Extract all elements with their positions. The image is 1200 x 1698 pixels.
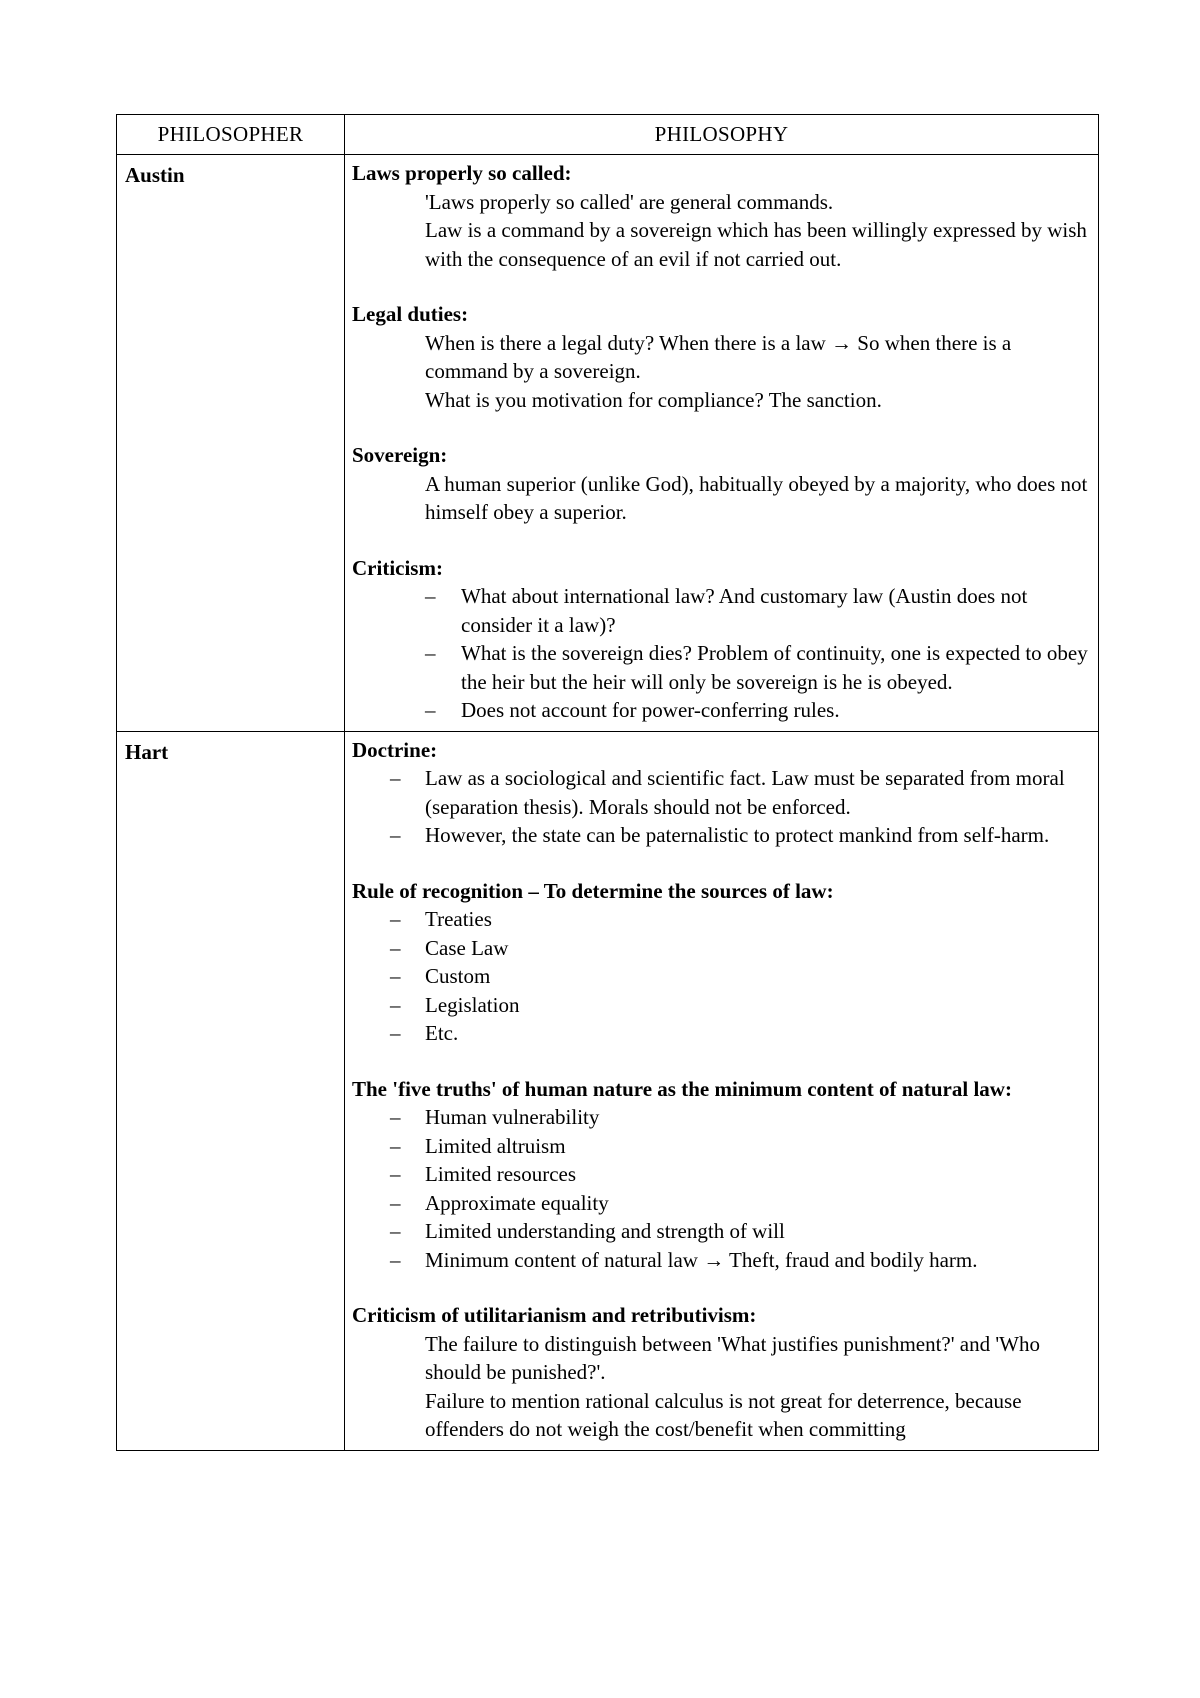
list-item: – Custom — [390, 964, 491, 988]
list-item: – Law as a sociological and scientific fact. Law must be separated from moral (separation thesis). Morals should not be enforced. — [390, 766, 1065, 819]
list-item: – Etc. — [390, 1021, 459, 1045]
section-title-legal-duties: Legal duties: — [352, 302, 469, 326]
header-philosophy: PHILOSOPHY — [345, 115, 1099, 155]
list-item: – Legislation — [390, 992, 520, 1017]
list-item: – Human vulnerability — [390, 1105, 600, 1129]
five-truths-list — [352, 1103, 1093, 1274]
section-title-criticism-utilitarianism: Criticism of utilitarianism and retributivism: — [352, 1303, 757, 1327]
section-title-criticism: Criticism: — [352, 555, 443, 580]
section-title-sovereign: Sovereign: — [352, 443, 448, 467]
paragraph: Law is a command by a sovereign which has been willingly expressed by wish with the consequence of an evil if not carried out. — [425, 218, 1087, 271]
header-philosopher: PHILOSOPHER — [117, 115, 345, 155]
section-title-five-truths: The 'five truths' of human nature as the minimum content of natural law: — [352, 1076, 1012, 1101]
paragraph: What is you motivation for compliance? The sanction. — [425, 387, 882, 412]
document-page — [116, 114, 1096, 1451]
paragraph: 'Laws properly so called' are general commands. — [425, 189, 834, 214]
section-title-rule-of-recognition: Rule of recognition – To determine the sources of law: — [352, 878, 834, 903]
list-item: – Approximate equality — [390, 1190, 609, 1215]
section-title-doctrine: Doctrine: — [352, 737, 438, 762]
paragraph: A human superior (unlike God), habitually obeyed by a majority, who does not himself obey a superior. — [425, 471, 1088, 524]
table-row-hart — [117, 731, 1099, 1450]
list-item: – However, the state can be paternalistic to protect mankind from self-harm. — [390, 823, 1050, 847]
list-item: – Minimum content of natural law → Theft, fraud and bodily harm. — [390, 1247, 978, 1272]
header-row — [117, 115, 1099, 155]
paragraph: When is there a legal duty? When there is a law → So when there is a command by a sovereign. — [425, 330, 1012, 383]
philosophy-cell-austin — [345, 155, 1099, 732]
list-item: – What about international law? And customary law (Austin does not consider it a law)? — [425, 584, 1028, 637]
philosopher-name: Hart — [117, 731, 345, 1450]
list-item: – What is the sovereign dies? Problem of continuity, one is expected to obey the heir but the heir will only be sovereign is he is obeyed. — [425, 641, 1088, 694]
list-item: – Treaties — [390, 907, 492, 931]
list-item: – Limited resources — [390, 1162, 577, 1186]
paragraph: Failure to mention rational calculus is not great for deterrence, because offenders do not weigh the cost/benefit when committing — [425, 1388, 1022, 1441]
list-item: – Limited understanding and strength of will — [390, 1219, 785, 1243]
philosophy-cell-hart — [345, 731, 1099, 1450]
list-item: – Case Law — [390, 935, 509, 960]
recognition-list — [352, 905, 1093, 1048]
list-item: – Limited altruism — [390, 1133, 566, 1158]
list-item: – Does not account for power-conferring rules. — [425, 698, 840, 722]
philosophy-table — [116, 114, 1099, 1451]
doctrine-list — [352, 764, 1093, 850]
table-row-austin — [117, 155, 1099, 732]
section-title-laws: Laws properly so called: — [352, 161, 572, 185]
paragraph: The failure to distinguish between 'What justifies punishment?' and 'Who should be punished?'. — [425, 1331, 1040, 1384]
philosopher-name: Austin — [117, 155, 345, 732]
criticism-list — [352, 582, 1093, 725]
